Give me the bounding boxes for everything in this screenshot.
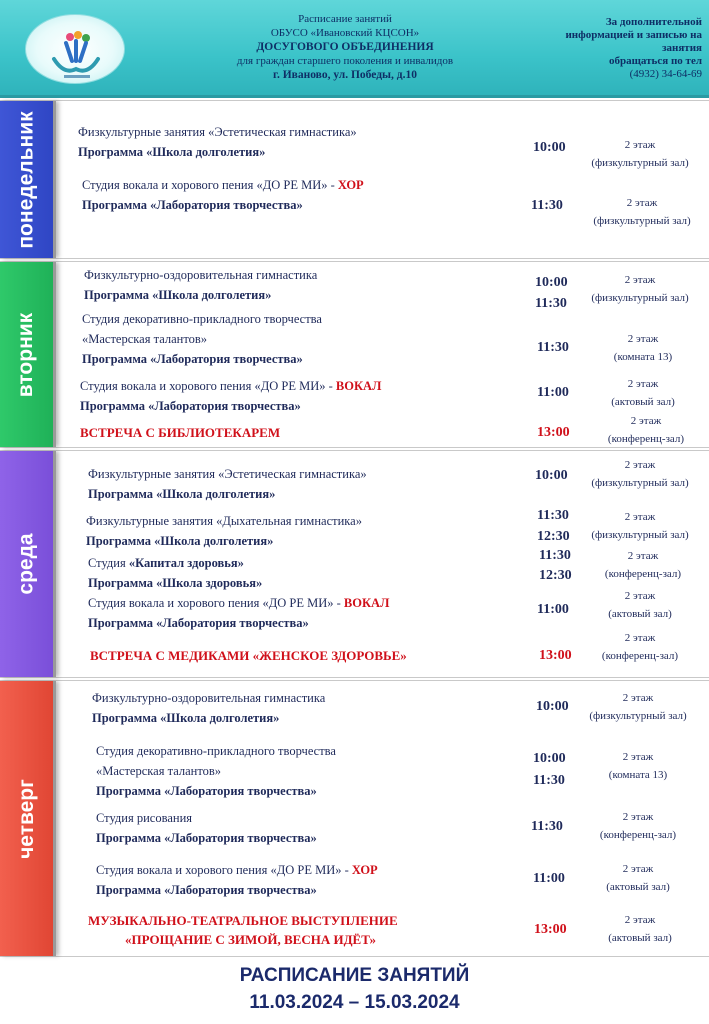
header-banner — [0, 0, 709, 98]
room-floor: 2 этаж — [624, 274, 656, 286]
room-name: (конференц-зал) — [599, 829, 677, 841]
room-name: (физкультурный зал) — [591, 292, 689, 304]
people-hands-icon — [26, 15, 126, 85]
class-room — [590, 587, 690, 623]
footer-dates: 11.03.2024 – 15.03.2024 — [249, 992, 460, 1013]
class-time: 11:30 — [539, 548, 571, 563]
class-time: 11:30 — [537, 340, 569, 355]
class-subtitle: «Мастерская талантов» — [82, 332, 208, 346]
day-section-monday — [0, 100, 709, 259]
day-label: четверг — [14, 778, 38, 859]
class-time: 11:00 — [533, 871, 565, 886]
room-name: (физкультурный зал) — [593, 215, 691, 227]
header-title-block — [180, 12, 510, 82]
class-title-bold: «Капитал здоровья» — [128, 556, 244, 570]
room-floor: 2 этаж — [626, 197, 658, 209]
room-floor: 2 этаж — [624, 914, 656, 926]
day-section-thursday — [0, 680, 709, 957]
contact-line-1: За дополнительной — [605, 16, 702, 28]
header-line-4: для граждан старшего поколения и инвалидов — [236, 55, 454, 67]
class-time: 10:00 — [536, 699, 569, 714]
room-floor: 2 этаж — [622, 692, 654, 704]
day-tab-tuesday — [0, 262, 56, 447]
room-floor: 2 этаж — [622, 811, 654, 823]
room-floor: 2 этаж — [624, 590, 656, 602]
class-time: 10:00 — [533, 751, 566, 766]
class-program: Программа «Школа долголетия» — [88, 487, 276, 501]
room-floor: 2 этаж — [630, 415, 662, 427]
room-floor: 2 этаж — [627, 378, 659, 390]
room-floor: 2 этаж — [622, 863, 654, 875]
contact-line-4: обращаться по тел — [609, 55, 702, 67]
class-time: 12:30 — [539, 568, 572, 583]
class-title — [82, 178, 364, 193]
footer-title: РАСПИСАНИЕ ЗАНЯТИЙ — [239, 965, 470, 986]
class-room — [588, 860, 688, 896]
class-room — [590, 136, 690, 172]
class-program: Программа «Лаборатория творчества» — [96, 784, 317, 798]
class-program: Программа «Школа долголетия» — [92, 711, 280, 725]
event-subtitle: «ПРОЩАНИЕ С ЗИМОЙ, ВЕСНА ИДЁТ» — [125, 932, 377, 947]
class-title-text: Студия вокала и хорового пения «ДО РЕ МИ» - — [96, 863, 352, 877]
day-tab-thursday — [0, 681, 56, 956]
day-section-tuesday — [0, 261, 709, 448]
class-time: 11:30 — [533, 773, 565, 788]
room-name: (актовый зал) — [608, 932, 672, 944]
class-accent: ХОР — [351, 863, 378, 877]
class-program: Программа «Школа долголетия» — [78, 145, 266, 159]
class-title: Физкультурно-оздоровительная гимнастика — [84, 268, 318, 282]
class-title-text: Студия вокала и хорового пения «ДО РЕ МИ» - — [88, 596, 344, 610]
room-name: (комната 13) — [613, 351, 673, 363]
class-room — [588, 748, 688, 784]
header-contact-block — [518, 16, 702, 81]
event-title: ВСТРЕЧА С МЕДИКАМИ «ЖЕНСКОЕ ЗДОРОВЬЕ» — [90, 648, 407, 663]
room-floor: 2 этаж — [624, 139, 656, 151]
class-title — [88, 596, 389, 611]
class-program: Программа «Лаборатория творчества» — [88, 616, 309, 630]
class-room — [593, 547, 693, 583]
day-label: среда — [14, 533, 38, 595]
class-program: Программа «Школа здоровья» — [88, 576, 263, 590]
room-name: (актовый зал) — [611, 396, 675, 408]
class-time: 11:30 — [531, 198, 563, 213]
class-program: Программа «Лаборатория творчества» — [82, 198, 303, 212]
class-program: Программа «Школа долголетия» — [84, 288, 272, 302]
class-program: Программа «Лаборатория творчества» — [96, 883, 317, 897]
day-section-wednesday — [0, 450, 709, 678]
room-name: (физкультурный зал) — [589, 710, 687, 722]
room-name: (конференц-зал) — [607, 433, 685, 445]
class-room — [590, 508, 690, 544]
class-accent: ВОКАЛ — [335, 379, 382, 393]
class-title — [96, 863, 378, 878]
class-time: 10:00 — [535, 468, 568, 483]
organization-logo — [25, 14, 125, 84]
class-room — [593, 330, 693, 366]
class-time: 11:30 — [535, 296, 567, 311]
header-line-5: г. Иваново, ул. Победы, д.10 — [273, 69, 417, 81]
room-name: (комната 13) — [608, 769, 668, 781]
room-name: (физкультурный зал) — [591, 157, 689, 169]
class-time: 10:00 — [535, 275, 568, 290]
class-room — [588, 808, 688, 844]
header-line-3: ДОСУГОВОГО ОБЪЕДИНЕНИЯ — [256, 41, 434, 53]
class-time: 11:00 — [537, 385, 569, 400]
event-room — [596, 412, 696, 448]
class-time: 12:30 — [537, 529, 570, 544]
event-room — [590, 629, 690, 665]
room-name: (физкультурный зал) — [591, 529, 689, 541]
event-title: ВСТРЕЧА С БИБЛИОТЕКАРЕМ — [80, 425, 281, 440]
class-title: Студия декоративно-прикладного творчества — [82, 312, 322, 326]
day-tab-monday — [0, 101, 56, 258]
day-label: понедельник — [14, 110, 38, 249]
class-time: 11:30 — [531, 819, 563, 834]
room-name: (физкультурный зал) — [591, 477, 689, 489]
footer-title-block — [0, 962, 709, 1016]
header-line-1: Расписание занятий — [298, 13, 392, 25]
day-label: вторник — [14, 312, 38, 397]
class-title-text: Студия вокала и хорового пения «ДО РЕ МИ» - — [82, 178, 338, 192]
contact-line-3: занятия — [662, 42, 702, 54]
room-floor: 2 этаж — [624, 632, 656, 644]
class-title: Физкультурно-оздоровительная гимнастика — [92, 691, 326, 705]
header-line-2: ОБУСО «Ивановский КЦСОН» — [270, 27, 420, 39]
class-title-text: Студия вокала и хорового пения «ДО РЕ МИ» - — [80, 379, 336, 393]
class-room — [592, 194, 692, 230]
class-time: 11:00 — [537, 602, 569, 617]
contact-phone: (4932) 34-64-69 — [629, 68, 702, 80]
class-title: Физкультурные занятия «Эстетическая гимнастика» — [78, 125, 357, 139]
room-floor: 2 этаж — [627, 550, 659, 562]
class-title: Физкультурные занятия «Эстетическая гимнастика» — [88, 467, 367, 481]
event-title: МУЗЫКАЛЬНО-ТЕАТРАЛЬНОЕ ВЫСТУПЛЕНИЕ — [88, 913, 398, 928]
class-room — [593, 375, 693, 411]
room-floor: 2 этаж — [622, 751, 654, 763]
class-title: Физкультурные занятия «Дыхательная гимнастика» — [86, 514, 362, 528]
class-accent: ХОР — [337, 178, 364, 192]
event-time: 13:00 — [537, 425, 570, 440]
event-time: 13:00 — [534, 922, 567, 937]
class-title — [80, 379, 381, 394]
class-time: 11:30 — [537, 508, 569, 523]
room-name: (конференц-зал) — [601, 650, 679, 662]
room-name: (актовый зал) — [606, 881, 670, 893]
class-accent: ВОКАЛ — [343, 596, 390, 610]
class-room — [590, 456, 690, 492]
class-title-text: Студия — [88, 556, 129, 570]
class-title — [88, 556, 244, 571]
class-room — [590, 271, 690, 307]
class-program: Программа «Школа долголетия» — [86, 534, 274, 548]
room-name: (актовый зал) — [608, 608, 672, 620]
class-program: Программа «Лаборатория творчества» — [80, 399, 301, 413]
class-title: Студия декоративно-прикладного творчества — [96, 744, 336, 758]
class-title: Студия рисования — [96, 811, 193, 825]
room-floor: 2 этаж — [624, 459, 656, 471]
room-floor: 2 этаж — [624, 511, 656, 523]
room-floor: 2 этаж — [627, 333, 659, 345]
class-room — [588, 689, 688, 725]
room-name: (конференц-зал) — [604, 568, 682, 580]
class-program: Программа «Лаборатория творчества» — [96, 831, 317, 845]
class-program: Программа «Лаборатория творчества» — [82, 352, 303, 366]
contact-line-2: информацией и записью на — [565, 29, 702, 41]
class-time: 10:00 — [533, 140, 566, 155]
class-subtitle: «Мастерская талантов» — [96, 764, 222, 778]
event-room — [590, 911, 690, 947]
event-time: 13:00 — [539, 648, 572, 663]
day-tab-wednesday — [0, 451, 56, 677]
